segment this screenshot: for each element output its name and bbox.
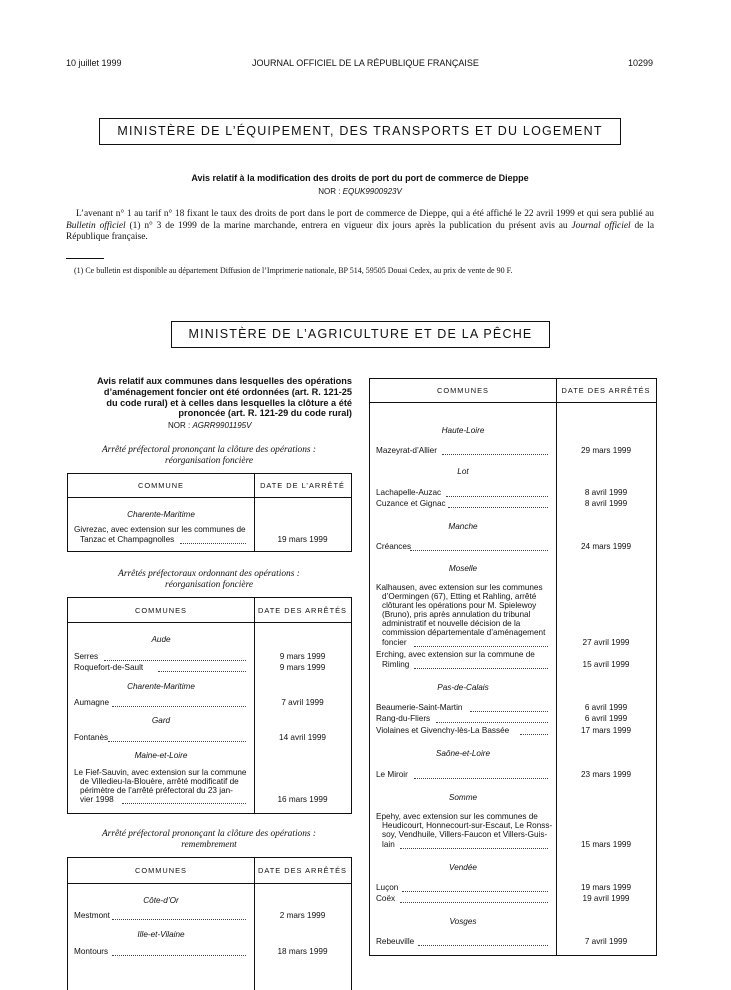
- table-cloture-remembrement: [67, 857, 352, 990]
- commune-name: Serres: [74, 652, 99, 661]
- group-name: Aude: [151, 635, 171, 644]
- group-name: Côte-d’Or: [143, 896, 179, 905]
- caption-line: Arrêtés préfectoraux ordonnant des opérations :: [118, 569, 300, 579]
- para-bulletin: Bulletin officiel: [66, 220, 126, 231]
- arrete-date: 8 avril 1999: [584, 499, 628, 508]
- group-name: Charente-Maritime: [127, 682, 195, 691]
- dot-leader: [446, 496, 548, 497]
- dot-leader: [112, 919, 246, 920]
- commune-name: vier 1998: [80, 795, 114, 804]
- group-name: Vendée: [449, 863, 477, 872]
- dot-leader: [400, 848, 548, 849]
- dot-leader: [442, 454, 548, 455]
- dot-leader: [436, 722, 548, 723]
- dot-leader: [448, 507, 548, 508]
- arrete-date: 18 mars 1999: [277, 947, 328, 956]
- commune-name: Mazeyrat-d’Allier: [376, 446, 437, 455]
- commune-name: périmètre de l’arrêté préfectoral du 23 jan-: [80, 786, 233, 795]
- nor-label: NOR :: [318, 187, 341, 196]
- para-text: de la République française.: [66, 220, 655, 242]
- commune-name: Montours: [74, 947, 109, 956]
- commune-name: Créances: [376, 542, 412, 551]
- table-header: [370, 379, 656, 403]
- dot-leader: [158, 671, 246, 672]
- col-header-date: DATE DE L’ARRÊTÉ: [260, 481, 345, 490]
- col-header-communes: COMMUNES: [135, 605, 187, 615]
- commune-name: Rebeuville: [376, 937, 415, 946]
- arrete-date: 24 mars 1999: [580, 542, 632, 551]
- para-text: L’avenant n° 1 au tarif n° 18 fixant le taux des droits de port dans le port de commerce de Dieppe, qui a été affiché le 22 avril 1999 et qui sera publié au: [76, 209, 654, 219]
- footnote-rule: [66, 258, 104, 259]
- group-name: Vosges: [449, 917, 477, 926]
- avis-communes-nor: [168, 421, 251, 430]
- column-divider: [254, 858, 255, 990]
- dot-leader: [414, 646, 548, 647]
- commune-name: d’Oermingen (67), Etting et Rahling, arrêté: [382, 592, 537, 601]
- arrete-date: 14 avril 1999: [279, 733, 326, 742]
- commune-name: (Bruno), pris après annulation du tribunal: [382, 610, 531, 619]
- caption-line: réorganisation foncière: [164, 455, 254, 466]
- dot-leader: [402, 891, 548, 892]
- arrete-date: 7 avril 1999: [584, 937, 628, 946]
- commune-name: Luçon: [376, 883, 399, 892]
- para-jo: Journal officiel: [571, 220, 631, 231]
- arrete-date: 8 avril 1999: [584, 488, 628, 497]
- commune-name: Givrezac, avec extension sur les communes de: [74, 525, 246, 534]
- caption-line: réorganisation foncière: [164, 579, 254, 590]
- group-name: Charente-Maritime: [127, 510, 195, 519]
- title-line: d’aménagement foncier ont été ordonnées (art. R. 121-25: [103, 386, 352, 397]
- group-name: Haute-Loire: [441, 426, 485, 435]
- commune-name: clôturant les opérations pour M. Spielewoy: [382, 601, 537, 610]
- table-right-column: [369, 378, 657, 956]
- group-name: Pas-de-Calais: [437, 683, 489, 692]
- commune-name: commission départementale d’aménagement: [382, 628, 546, 637]
- commune-name: Beaumerie-Saint-Martin: [376, 703, 463, 712]
- arrete-date: 9 mars 1999: [279, 652, 326, 661]
- dot-leader: [470, 711, 548, 712]
- dot-leader: [180, 543, 246, 544]
- arrete-date: 7 avril 1999: [281, 698, 324, 707]
- commune-name: Rang-du-Fliers: [376, 714, 431, 723]
- group-name: Ille-et-Vilaine: [137, 930, 185, 939]
- dot-leader: [104, 660, 246, 661]
- commune-name: Coëx: [376, 894, 396, 903]
- col-header-dates: DATE DES ARRÊTÉS: [258, 605, 347, 615]
- arrete-date: 27 avril 1999: [582, 638, 630, 647]
- arrete-date: 17 mars 1999: [580, 726, 632, 735]
- dot-leader: [112, 706, 246, 707]
- group-name: Saône-et-Loire: [435, 749, 491, 758]
- caption-line: Arrêté préfectoral prononçant la clôture des opérations :: [101, 829, 317, 839]
- commune-name: lain: [382, 840, 395, 849]
- title-line: du code rural) et à celles dans lesquelles la clôture a été: [106, 397, 352, 408]
- header-journal-title: JOURNAL OFFICIEL DE LA RÉPUBLIQUE FRANÇAISE: [252, 58, 479, 68]
- commune-name: soy, Vendhuile, Villers-Faucon et Villers-Guis-: [382, 830, 548, 839]
- arrete-date: 2 mars 1999: [279, 911, 326, 920]
- avis-dieppe-title: Avis relatif à la modification des droits de port du port de commerce de Dieppe: [191, 173, 529, 183]
- caption-line: Arrêté préfectoral prononçant la clôture des opérations :: [101, 445, 317, 455]
- caption-ordonnant-reorganisation: [66, 569, 352, 590]
- ministry-agriculture-box: MINISTÈRE DE L’AGRICULTURE ET DE LA PÊCHE: [171, 321, 550, 348]
- commune-name: Le Miroir: [376, 770, 408, 779]
- nor-code: AGRR9901195V: [192, 421, 252, 430]
- commune-name: Rimling: [382, 660, 410, 669]
- commune-name: Lachapelle-Auzac: [376, 488, 442, 497]
- group-name: Gard: [151, 716, 171, 725]
- arrete-date: 29 mars 1999: [580, 446, 632, 455]
- commune-name: Erching, avec extension sur la commune de: [376, 650, 535, 659]
- header-page-number: 10299: [627, 58, 653, 68]
- arrete-date: 23 mars 1999: [580, 770, 632, 779]
- arrete-date: 6 avril 1999: [584, 703, 628, 712]
- group-name: Moselle: [448, 564, 478, 573]
- para-text: (1) n° 3 de 1999 de la marine marchande, entrera en vigueur dix jours après la publication du présent avis au: [125, 220, 572, 231]
- arrete-date: 6 avril 1999: [584, 714, 628, 723]
- arrete-date: 19 avril 1999: [582, 894, 630, 903]
- arrete-date: 19 mars 1999: [580, 883, 632, 892]
- group-name: Lot: [457, 467, 469, 476]
- dot-leader: [108, 741, 246, 742]
- col-header-commune: COMMUNE: [137, 481, 184, 490]
- ministry-equipement-box: MINISTÈRE DE L’ÉQUIPEMENT, DES TRANSPORTS ET DU LOGEMENT: [99, 118, 621, 145]
- arrete-date: 16 mars 1999: [277, 795, 328, 804]
- dot-leader: [400, 902, 548, 903]
- commune-name: Cuzance et Gignac: [376, 499, 446, 508]
- commune-name: Kalhausen, avec extension sur les communes: [376, 583, 543, 592]
- dot-leader: [122, 803, 246, 804]
- dot-leader: [410, 550, 548, 551]
- dot-leader: [414, 778, 548, 779]
- commune-name: Violaines et Givenchy-lès-La Bassée: [376, 726, 510, 735]
- avis-dieppe-nor: [0, 187, 720, 196]
- title-line: prononcée (art. R. 121-29 du code rural): [178, 408, 352, 419]
- dot-leader: [112, 955, 246, 956]
- col-header-dates: DATE DES ARRÊTÉS: [258, 866, 347, 875]
- table-ordonnant-reorganisation: [67, 597, 352, 814]
- commune-name: Le Fief-Sauvin, avec extension sur la commune: [74, 768, 247, 777]
- arrete-date: 15 mars 1999: [580, 840, 632, 849]
- commune-name: Fontanès: [74, 733, 109, 742]
- dot-leader: [418, 945, 548, 946]
- commune-name: de Villedieu-la-Blouère, arrêté modificatif de: [80, 777, 239, 786]
- group-name: Manche: [448, 522, 478, 531]
- commune-name: Aumagne: [74, 698, 110, 707]
- commune-name: Tanzac et Champagnolles: [80, 535, 175, 544]
- commune-name: Epehy, avec extension sur les communes de: [376, 812, 538, 821]
- avis-communes-title: [66, 376, 352, 419]
- footnote: (1) Ce bulletin est disponible au département Diffusion de l’Imprimerie nationale, BP 514, 59505 Douai Cedex, au prix de vente de 90 F.: [74, 266, 513, 275]
- group-name: Maine-et-Loire: [134, 751, 188, 760]
- arrete-date: 9 mars 1999: [279, 663, 326, 672]
- nor-code: EQUK9900923V: [342, 187, 402, 196]
- caption-cloture-remembrement: [66, 829, 352, 850]
- commune-name: Heudicourt, Honnecourt-sur-Escaut, Le Ronss-: [382, 821, 553, 830]
- arrete-date: 15 avril 1999: [582, 660, 630, 669]
- dot-leader: [520, 734, 548, 735]
- commune-name: Mestmont: [74, 911, 110, 920]
- col-header-communes: COMMUNES: [135, 866, 187, 875]
- table-cloture-reorganisation: [67, 473, 352, 552]
- commune-name: Roquefort-de-Sault: [74, 663, 144, 672]
- col-header-communes: COMMUNES: [437, 386, 489, 395]
- table-header: [68, 598, 351, 623]
- avis-dieppe-paragraph: [66, 209, 654, 244]
- title-line: Avis relatif aux communes dans lesquelles des opérations: [97, 376, 352, 386]
- commune-name: foncier: [382, 638, 407, 647]
- group-name: Somme: [448, 793, 478, 802]
- header-date: 10 juillet 1999: [66, 58, 122, 68]
- nor-label: NOR :: [168, 421, 191, 430]
- arrete-date: 19 mars 1999: [277, 535, 328, 544]
- table-header: [68, 858, 351, 884]
- table-header: [68, 474, 351, 498]
- col-header-dates: DATE DES ARRÊTÉS: [561, 386, 651, 395]
- caption-cloture-reorganisation: [66, 445, 352, 466]
- dot-leader: [414, 668, 548, 669]
- commune-name: administratif et nouvelle décision de la: [382, 619, 521, 628]
- caption-line: remembrement: [181, 839, 237, 850]
